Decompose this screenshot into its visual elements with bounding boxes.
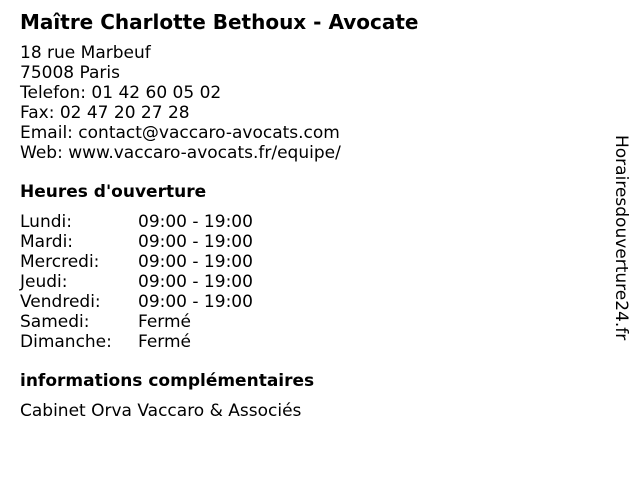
address-street: 18 rue Marbeuf [20,43,151,63]
day-label: Vendredi: [20,292,101,312]
info-text: Cabinet Orva Vaccaro & Associés [20,401,302,421]
page-title: Maître Charlotte Bethoux - Avocate [20,10,419,34]
day-label: Jeudi: [20,272,68,292]
website-text: Web: www.vaccaro-avocats.fr/equipe/ [20,143,341,163]
day-hours: 09:00 - 19:00 [138,212,253,232]
day-hours: Fermé [138,332,192,352]
email-text: Email: contact@vaccaro-avocats.com [20,123,340,143]
hours-table [20,212,600,352]
day-label: Mercredi: [20,252,100,272]
info-heading: informations complémentaires [20,371,315,391]
business-card [20,10,600,421]
day-label: Mardi: [20,232,74,252]
hours-row-friday [20,292,600,312]
hours-heading: Heures d'ouverture [20,182,207,202]
hours-row-saturday [20,312,600,332]
hours-row-thursday [20,272,600,292]
address-city: 75008 Paris [20,63,120,83]
day-hours: Fermé [138,312,192,332]
hours-row-sunday [20,332,600,352]
day-hours: 09:00 - 19:00 [138,272,253,292]
hours-row-monday [20,212,600,232]
side-brand-watermark: Horairesdouverture24.fr [611,135,631,341]
day-hours: 09:00 - 19:00 [138,292,253,312]
day-label: Dimanche: [20,332,112,352]
contact-block [20,43,600,163]
hours-row-wednesday [20,252,600,272]
fax-text: Fax: 02 47 20 27 28 [20,103,190,123]
day-label: Samedi: [20,312,90,332]
hours-row-tuesday [20,232,600,252]
phone-text: Telefon: 01 42 60 05 02 [20,83,222,103]
day-hours: 09:00 - 19:00 [138,232,253,252]
day-hours: 09:00 - 19:00 [138,252,253,272]
day-label: Lundi: [20,212,72,232]
